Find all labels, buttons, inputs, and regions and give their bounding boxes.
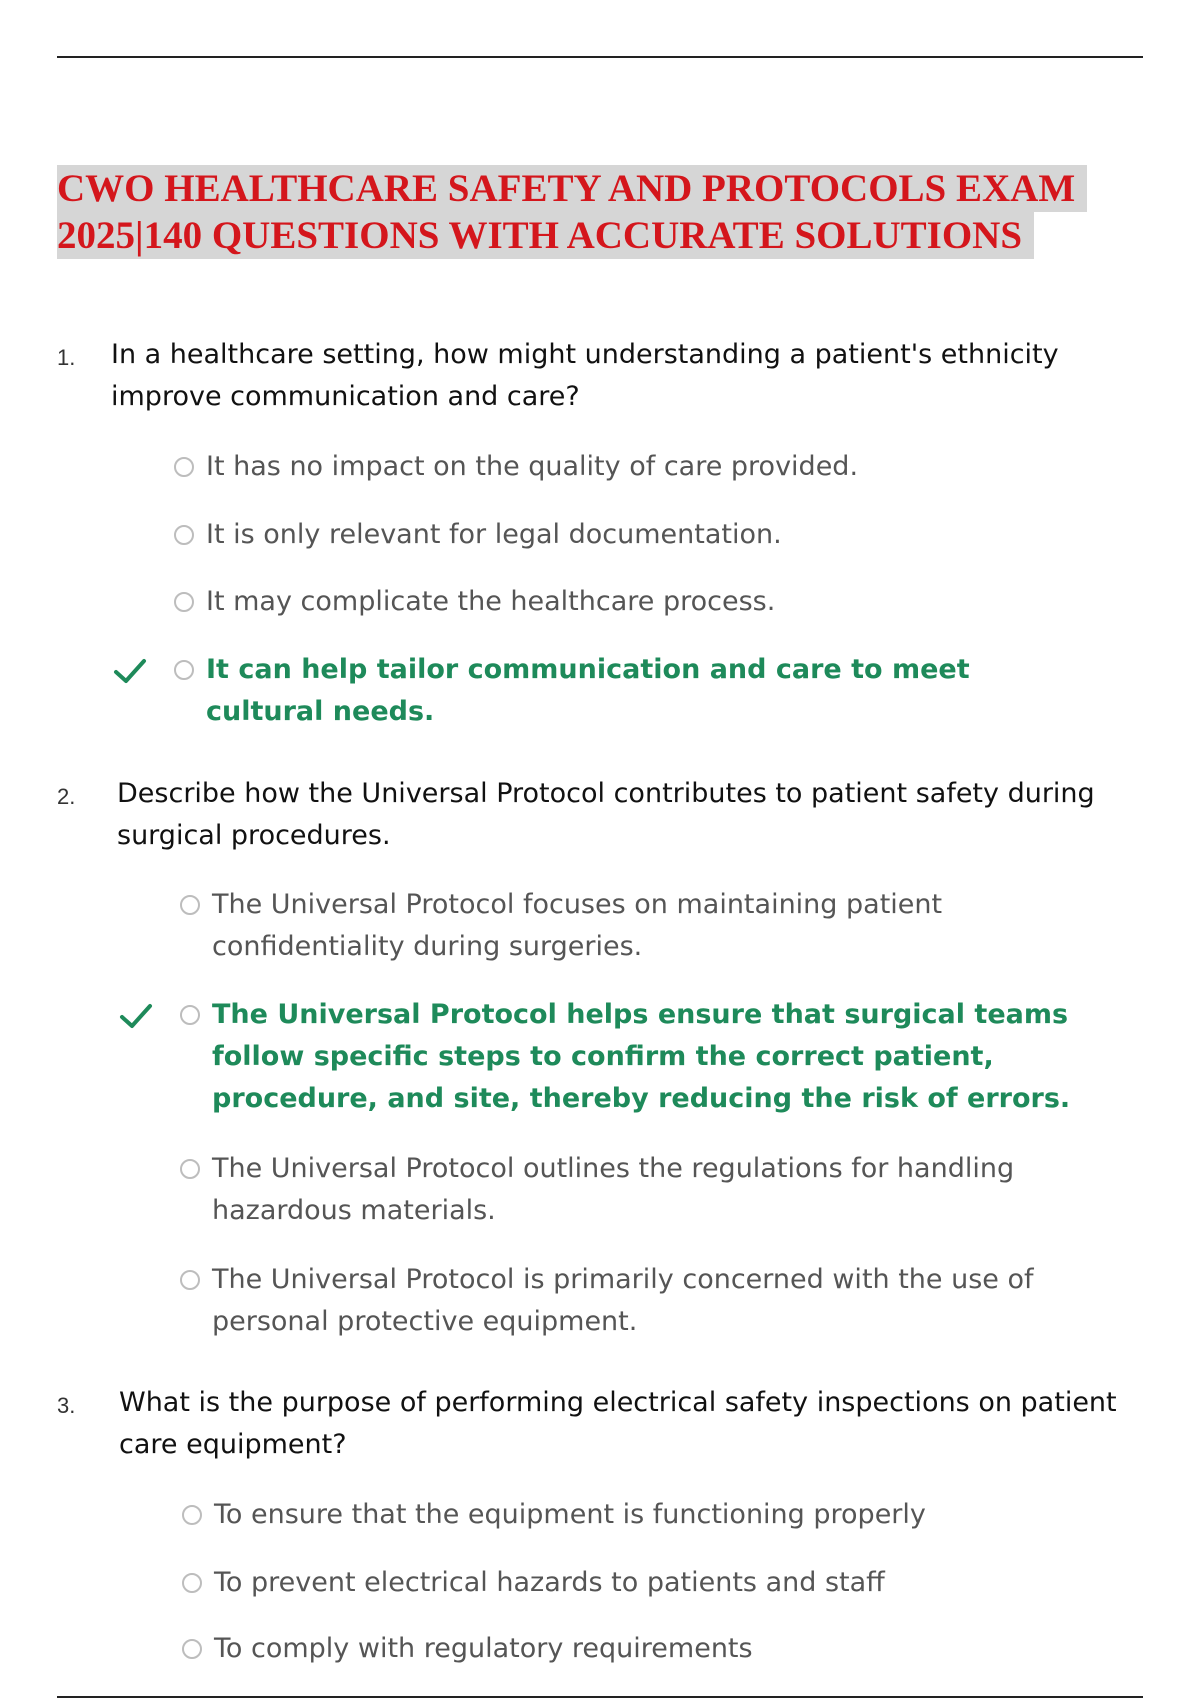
option-text: It is only relevant for legal documentation. bbox=[206, 519, 782, 550]
radio-circle-icon[interactable] bbox=[174, 525, 194, 545]
option-text: It can help tailor communication and care to meet cultural needs. bbox=[206, 654, 970, 727]
question-number: 3. bbox=[57, 1393, 76, 1418]
answer-option[interactable] bbox=[174, 581, 1074, 623]
title-line-1: CWO HEALTHCARE SAFETY AND PROTOCOLS EXAM bbox=[57, 165, 1087, 212]
answer-option-correct[interactable] bbox=[174, 649, 1074, 733]
check-icon bbox=[119, 1002, 153, 1030]
radio-circle-icon[interactable] bbox=[182, 1505, 202, 1525]
option-text: The Universal Protocol focuses on maintaining patient confidentiality during surgeries. bbox=[212, 889, 943, 962]
answer-option[interactable] bbox=[174, 514, 1074, 556]
option-text: To prevent electrical hazards to patients and staff bbox=[214, 1567, 885, 1598]
answer-option[interactable] bbox=[182, 1494, 1082, 1536]
bottom-rule bbox=[57, 1696, 1143, 1698]
question-text: In a healthcare setting, how might understanding a patient's ethnicity improve communication and care? bbox=[111, 339, 1059, 412]
radio-circle-icon[interactable] bbox=[174, 660, 194, 680]
radio-circle-icon[interactable] bbox=[174, 592, 194, 612]
answer-option[interactable] bbox=[180, 1148, 1080, 1232]
check-icon bbox=[113, 657, 147, 685]
option-text: The Universal Protocol helps ensure that surgical teams follow specific steps to confirm the correct patient, procedure, and site, thereby reducing the risk of errors. bbox=[212, 999, 1071, 1114]
option-text: The Universal Protocol is primarily concerned with the use of personal protective equipment. bbox=[212, 1264, 1034, 1337]
option-text: The Universal Protocol outlines the regulations for handling hazardous materials. bbox=[212, 1153, 1015, 1226]
question-text: What is the purpose of performing electrical safety inspections on patient care equipment? bbox=[119, 1387, 1117, 1460]
question-number: 1. bbox=[57, 345, 76, 370]
radio-circle-icon[interactable] bbox=[174, 457, 194, 477]
answer-option[interactable] bbox=[182, 1562, 1082, 1604]
title-line-2: 2025|140 QUESTIONS WITH ACCURATE SOLUTIONS bbox=[57, 212, 1034, 259]
document-title bbox=[57, 165, 1087, 259]
option-text: To comply with regulatory requirements bbox=[214, 1633, 753, 1664]
answer-option-correct[interactable] bbox=[180, 994, 1120, 1120]
option-text: It may complicate the healthcare process. bbox=[206, 586, 776, 617]
top-rule bbox=[57, 56, 1143, 58]
answer-option[interactable] bbox=[182, 1628, 1082, 1670]
answer-option[interactable] bbox=[180, 1259, 1080, 1343]
answer-option[interactable] bbox=[174, 446, 1074, 488]
option-text: To ensure that the equipment is functioning properly bbox=[214, 1499, 926, 1530]
option-text: It has no impact on the quality of care provided. bbox=[206, 451, 859, 482]
question-text: Describe how the Universal Protocol contributes to patient safety during surgical procedures. bbox=[117, 778, 1095, 851]
radio-circle-icon[interactable] bbox=[180, 1005, 200, 1025]
radio-circle-icon[interactable] bbox=[182, 1639, 202, 1659]
radio-circle-icon[interactable] bbox=[180, 895, 200, 915]
answer-option[interactable] bbox=[180, 884, 1060, 968]
question-number: 2. bbox=[57, 784, 76, 809]
radio-circle-icon[interactable] bbox=[180, 1159, 200, 1179]
radio-circle-icon[interactable] bbox=[182, 1573, 202, 1593]
radio-circle-icon[interactable] bbox=[180, 1270, 200, 1290]
